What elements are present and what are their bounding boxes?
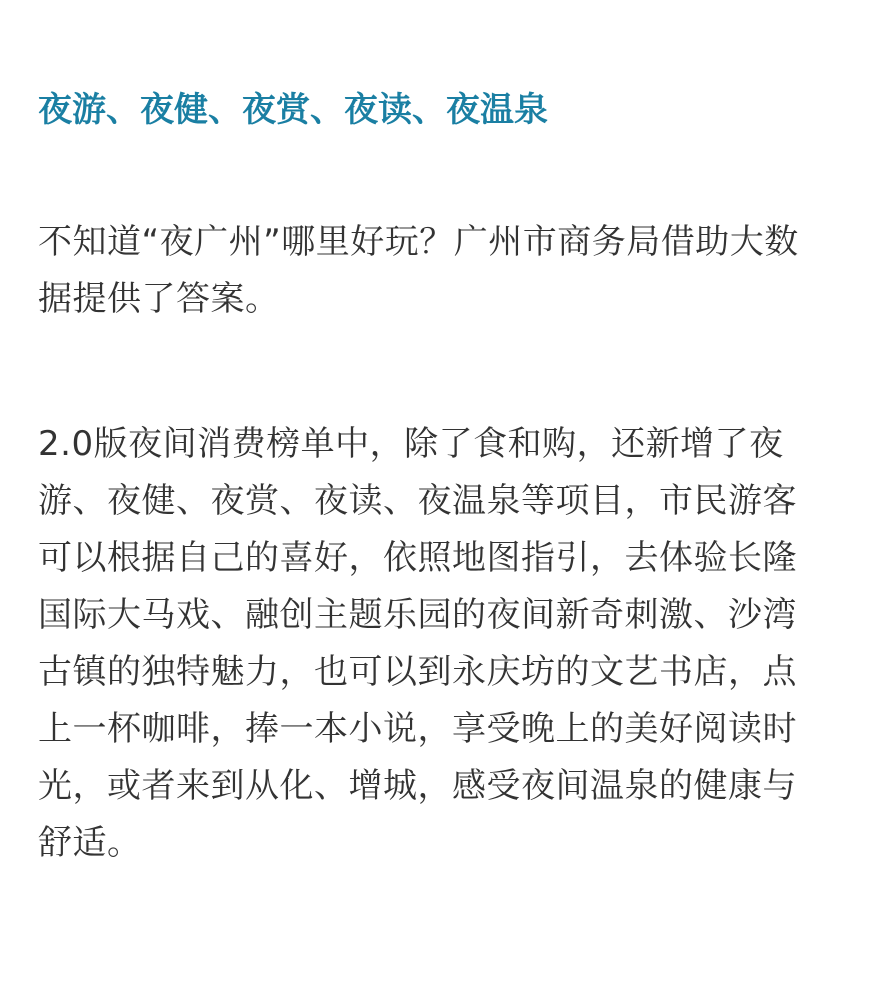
paragraph-line: 舒适。 <box>38 823 142 863</box>
paragraph-line: 不知道“夜广州”哪里好玩？广州市商务局借助大数 <box>38 222 799 262</box>
paragraph-line: 上一杯咖啡，捧一本小说，享受晚上的美好阅读时 <box>38 709 797 749</box>
detail-paragraph <box>38 416 858 872</box>
paragraph-line: 国际大马戏、融创主题乐园的夜间新奇刺激、沙湾 <box>38 595 797 635</box>
paragraph-line: 光，或者来到从化、增城，感受夜间温泉的健康与 <box>38 766 797 806</box>
section-heading: 夜游、夜健、夜赏、夜读、夜温泉 <box>38 90 548 130</box>
paragraph-line: 游、夜健、夜赏、夜读、夜温泉等项目，市民游客 <box>38 481 797 521</box>
intro-paragraph <box>38 214 858 328</box>
paragraph-line: 2.0版夜间消费榜单中，除了食和购，还新增了夜 <box>38 424 784 464</box>
paragraph-line: 古镇的独特魅力，也可以到永庆坊的文艺书店，点 <box>38 652 797 692</box>
paragraph-line: 可以根据自己的喜好，依照地图指引，去体验长隆 <box>38 538 797 578</box>
paragraph-line: 据提供了答案。 <box>38 279 280 319</box>
